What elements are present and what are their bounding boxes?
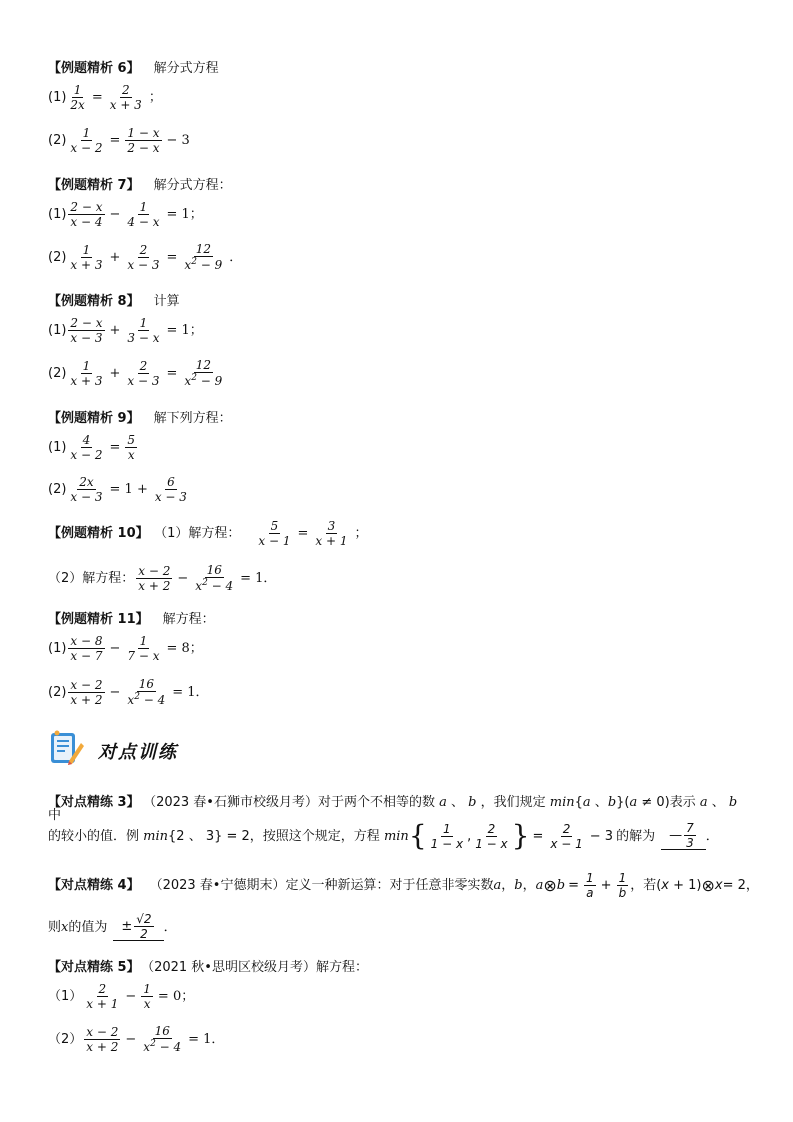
- example-8-heading: [48, 290, 180, 309]
- practice-text: 的较小的值．例: [48, 828, 140, 844]
- equation: (2) $\frac{1}{x + 3}$ + $\frac{2}{x - 3}$ = $\frac{12}{x^2 - 9}$: [48, 358, 223, 388]
- equation: (2) $\frac{2x}{x - 3}$ = 1 + $\frac{6}{x - 3}$: [48, 475, 187, 504]
- practice-text: 的值为: [68, 919, 108, 935]
- example-task: 解分式方程: [153, 61, 219, 76]
- item-number: (1): [48, 440, 67, 455]
- practice-source: （2021 秋•思明区校级月考）: [147, 960, 316, 975]
- example-label: 【例题精析 9】: [48, 411, 140, 426]
- item-number: (2): [48, 684, 67, 700]
- example-9-heading: [48, 407, 232, 426]
- practice-text: ，若: [630, 878, 657, 893]
- practice-text: 对于两个不相等的数: [317, 795, 435, 810]
- example-task: （1）解方程：: [160, 526, 241, 541]
- item-number: (1): [48, 641, 67, 656]
- answer-blank: [661, 822, 706, 850]
- practice-4-line1: 【对点精练 4】 （2023 春•宁德期末） 定义一种新运算：对于任意非零实数 a ， b ， a ⊗ b = $\frac{1}{a}$ + $\frac{1}{b}$ ，若 (x + 1) ⊗ x = 2，: [48, 871, 759, 900]
- practice-4-line2: 则 x 的值为 ± $\frac{√2}{2}$ ．: [48, 912, 177, 941]
- practice-3-line2: 的较小的值．例 min {2 、 3} = 2 ，按照这个规定，方程 min { $\frac{1}{1 - x}$ , $\frac{2}{1 - x}$ } = $\frac{2}{x - 1}$ − 3 的解为 — $\frac{7}{3}$ ．: [48, 819, 719, 852]
- item-number: （1）: [48, 989, 83, 1004]
- equation: (1) $\frac{x - 8}{x - 7}$ − $\frac{1}{7 - x}$ = 8；: [48, 634, 203, 663]
- answer-sign: —: [669, 828, 683, 843]
- practice-text: 的解为: [616, 828, 656, 844]
- practice-text: ，我们规定: [480, 795, 546, 810]
- practice-text: 定义一种新运算：对于任意非零实数: [285, 878, 494, 893]
- section-title: 对点训练: [98, 742, 178, 763]
- item-number: (2): [48, 133, 67, 148]
- equation: （2）解方程： $\frac{x - 2}{x + 2}$ − $\frac{16}{x^2 - 4}$ = 1．: [48, 563, 277, 593]
- example-task: 解下列方程：: [153, 411, 232, 426]
- equation: (1) $\frac{2 - x}{x - 3}$ + $\frac{1}{3 - x}$ = 1；: [48, 316, 203, 345]
- item-number: （2）解方程：: [48, 570, 135, 586]
- practice-label: 【对点精练 4】: [48, 878, 140, 893]
- practice-source: （2023 春•石狮市校级月考）: [149, 795, 318, 810]
- practice-label: 【对点精练 3】: [48, 795, 140, 810]
- example-task: 解方程：: [162, 612, 215, 627]
- item-number: (2): [48, 365, 67, 381]
- practice-text: ，按照这个规定，方程: [249, 828, 380, 844]
- item-number: (1): [48, 90, 67, 105]
- item-number: (2): [48, 249, 67, 265]
- item-number: (2): [48, 482, 67, 497]
- practice-source: （2023 春•宁德期末）: [149, 878, 286, 893]
- notebook-pencil-icon: [49, 729, 85, 767]
- practice-text: 解方程：: [315, 960, 368, 975]
- answer-denominator: 2: [140, 927, 148, 941]
- equation: （2） $\frac{x - 2}{x + 2}$ − $\frac{16}{x^2 - 4}$ = 1．: [48, 1024, 225, 1054]
- example-10-heading: 【例题精析 10】 （1）解方程： $\frac{5}{x - 1}$ = $\frac{3}{x + 1}$ ；: [48, 519, 368, 548]
- equation: (2) $\frac{1}{x + 3}$ + $\frac{2}{x - 3}$ = $\frac{12}{x^2 - 9}$ ．: [48, 242, 243, 272]
- example-label: 【例题精析 10】: [48, 526, 149, 541]
- practice-text: 表示: [669, 795, 696, 810]
- item-number: (1): [48, 207, 67, 222]
- example-label: 【例题精析 7】: [48, 178, 140, 193]
- example-task: 解分式方程：: [153, 178, 232, 193]
- equation: （1） $\frac{2}{x + 1}$ − $\frac{1}{x}$ = 0；: [48, 982, 195, 1011]
- item-number: (1): [48, 323, 67, 338]
- practice-text: 中: [48, 808, 62, 823]
- answer-denominator: 3: [686, 836, 694, 850]
- item-number: （2）: [48, 1031, 83, 1047]
- practice-3-line1: 【对点精练 3】 （2023 春•石狮市校级月考）对于两个不相等的数 a 、 b ，我们规定 min{a 、b}(a ≠ 0)表示 a 、 b 中: [48, 795, 738, 823]
- example-label: 【例题精析 6】: [48, 61, 140, 76]
- example-7-heading: [48, 174, 232, 193]
- answer-blank: [113, 913, 163, 941]
- equation: (1) $\frac{2 - x}{x - 4}$ − $\frac{1}{4 - x}$ = 1；: [48, 200, 203, 229]
- equation: (2) $\frac{1}{x - 2}$ = $\frac{1 - x}{2 - x}$ − 3: [48, 126, 190, 155]
- equation: (1) $\frac{1}{2x}$ = $\frac{2}{x + 3}$ ；: [48, 83, 162, 112]
- example-label: 【例题精析 8】: [48, 294, 140, 309]
- practice-text: 则: [48, 919, 62, 935]
- equation: (2) $\frac{x - 2}{x + 2}$ − $\frac{16}{x^2 - 4}$ = 1．: [48, 677, 209, 707]
- example-6-heading: [48, 57, 219, 76]
- example-label: 【例题精析 11】: [48, 612, 149, 627]
- practice-5-heading: [48, 956, 368, 975]
- example-11-heading: [48, 608, 215, 627]
- practice-label: 【对点精练 5】: [48, 960, 140, 975]
- answer-numerator: 7: [686, 821, 694, 835]
- answer-numerator: √2: [136, 912, 152, 926]
- example-task: 计算: [153, 294, 180, 309]
- answer-sign: ±: [121, 919, 133, 934]
- equation: (1) $\frac{4}{x - 2}$ = $\frac{5}{x}$: [48, 433, 136, 462]
